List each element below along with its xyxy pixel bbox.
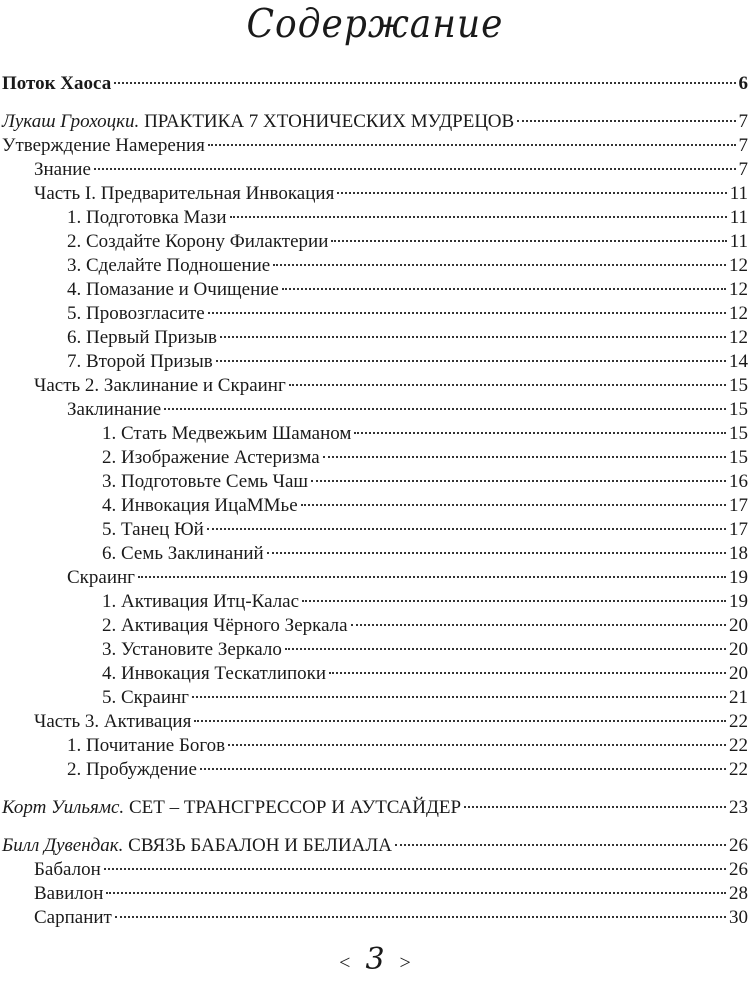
toc-entry[interactable] <box>0 72 748 96</box>
section-spacer <box>0 782 748 796</box>
toc-page-number: 18 <box>729 543 748 564</box>
toc-entry[interactable] <box>0 374 748 398</box>
toc-page-number: 22 <box>729 711 748 732</box>
toc-page-number: 14 <box>729 351 748 372</box>
toc-entry-text: Сарпанит <box>34 907 112 928</box>
toc-page-number: 11 <box>729 207 748 228</box>
toc-page-number: 20 <box>729 663 748 684</box>
toc-entry[interactable] <box>0 110 748 134</box>
toc-entry-text: Заклинание <box>67 399 162 420</box>
toc-page-number: 7 <box>738 111 748 132</box>
toc-page-number: 30 <box>729 907 748 928</box>
toc-entry[interactable] <box>0 638 748 662</box>
toc-entry-text: СЕТ – ТРАНСГРЕССОР И АУТСАЙДЕР <box>128 797 462 818</box>
dot-leader <box>302 600 726 602</box>
dot-leader <box>289 384 726 386</box>
dot-leader <box>114 82 735 84</box>
dot-leader <box>200 768 726 770</box>
toc-entry-text: Знание <box>34 159 91 180</box>
toc-page-number: 15 <box>729 375 748 396</box>
dot-leader <box>192 696 726 698</box>
toc-entry[interactable] <box>0 158 748 182</box>
toc-entry-text: 3. Установите Зеркало <box>102 639 282 660</box>
toc-entry[interactable] <box>0 734 748 758</box>
toc-page-number: 12 <box>729 303 748 324</box>
dot-leader <box>228 744 726 746</box>
toc-entry-text: 3. Подготовьте Семь Чаш <box>102 471 309 492</box>
toc-page-number: 7 <box>738 159 748 180</box>
toc-entry[interactable] <box>0 206 748 230</box>
toc-entry-text: Утверждение Намерения <box>2 135 205 156</box>
toc-page-number: 7 <box>738 135 748 156</box>
toc-page-number: 22 <box>729 735 748 756</box>
toc-entry-text: 4. Помазание и Очищение <box>67 279 279 300</box>
dot-leader <box>354 432 726 434</box>
toc-page-number: 28 <box>729 883 748 904</box>
toc-entry[interactable] <box>0 710 748 734</box>
toc-entry-text: Поток Хаоса <box>2 73 112 94</box>
dot-leader <box>337 192 726 194</box>
dot-leader <box>395 844 726 846</box>
dot-leader <box>208 144 736 146</box>
toc-author: Билл Дувендак. <box>2 835 124 856</box>
toc-entry-text: Часть I. Предварительная Инвокация <box>34 183 335 204</box>
toc-entry-text: 1. Подготовка Мази <box>67 207 227 228</box>
toc-page-number: 23 <box>729 797 748 818</box>
toc-entry[interactable] <box>0 614 748 638</box>
toc-entry[interactable] <box>0 566 748 590</box>
toc-page-number: 17 <box>729 519 748 540</box>
dot-leader <box>323 456 726 458</box>
toc-entry[interactable] <box>0 134 748 158</box>
toc-entry-text: 4. Инвокация ИцаММье <box>102 495 298 516</box>
toc-page-number: 26 <box>729 835 748 856</box>
toc-page-number: 6 <box>738 73 748 94</box>
toc-entry-text: 6. Первый Призыв <box>67 327 217 348</box>
toc-entry[interactable] <box>0 326 748 350</box>
dot-leader <box>285 648 726 650</box>
toc-entry[interactable] <box>0 834 748 858</box>
dot-leader <box>216 360 726 362</box>
toc-page-number: 20 <box>729 615 748 636</box>
toc-entry[interactable] <box>0 590 748 614</box>
toc-entry[interactable] <box>0 182 748 206</box>
toc-entry[interactable] <box>0 398 748 422</box>
toc-entry[interactable] <box>0 494 748 518</box>
toc-entry-text: Скраинг <box>67 567 135 588</box>
toc-page-number: 12 <box>729 255 748 276</box>
toc-page-number: 19 <box>729 567 748 588</box>
toc-entry[interactable] <box>0 758 748 782</box>
toc-page-number: 15 <box>729 447 748 468</box>
toc-entry[interactable] <box>0 230 748 254</box>
section-spacer <box>0 820 748 834</box>
dot-leader <box>115 916 726 918</box>
toc-entry[interactable] <box>0 254 748 278</box>
toc-entry[interactable] <box>0 542 748 566</box>
toc-entry[interactable] <box>0 796 748 820</box>
toc-entry-text: Вавилон <box>34 883 104 904</box>
toc-page-number: 15 <box>729 423 748 444</box>
toc-author: Лукаш Грохоцки. <box>2 111 140 132</box>
toc-entry-text: Часть 2. Заклинание и Скраинг <box>34 375 286 396</box>
dot-leader <box>464 806 726 808</box>
dot-leader <box>94 168 736 170</box>
toc-page-number: 17 <box>729 495 748 516</box>
toc-page-number: 11 <box>729 231 748 252</box>
toc-page-number: 22 <box>729 759 748 780</box>
dot-leader <box>104 868 726 870</box>
dot-leader <box>106 892 726 894</box>
folio-right-ornament: > <box>399 952 411 974</box>
toc-entry-text: 2. Активация Чёрного Зеркала <box>102 615 348 636</box>
section-spacer <box>0 96 748 110</box>
toc-page-number: 19 <box>729 591 748 612</box>
toc-entry[interactable] <box>0 906 748 930</box>
toc-page-number: 12 <box>729 327 748 348</box>
dot-leader <box>267 552 726 554</box>
toc-entry[interactable] <box>0 278 748 302</box>
toc-entry[interactable] <box>0 350 748 374</box>
dot-leader <box>273 264 726 266</box>
toc-entry[interactable] <box>0 422 748 446</box>
toc-entry-text: 6. Семь Заклинаний <box>102 543 264 564</box>
toc-entry-text: 1. Почитание Богов <box>67 735 226 756</box>
toc-entry[interactable] <box>0 302 748 326</box>
folio-left-ornament: < <box>339 952 351 974</box>
page-title: Содержание <box>246 2 504 47</box>
toc-author: Корт Уильямс. <box>2 797 125 818</box>
dot-leader <box>194 720 726 722</box>
toc-entry-text: ПРАКТИКА 7 ХТОНИЧЕСКИХ МУДРЕЦОВ <box>144 111 515 132</box>
toc-entry-text: 3. Сделайте Подношение <box>67 255 271 276</box>
toc-entry-text: 2. Изображение Астеризма <box>102 447 320 468</box>
toc-entry-text: 2. Создайте Корону Филактерии <box>67 231 329 252</box>
dot-leader <box>230 216 727 218</box>
dot-leader <box>207 528 726 530</box>
page-number: 3 <box>365 942 385 977</box>
toc-entry-text: Часть 3. Активация <box>34 711 192 732</box>
toc-entry[interactable] <box>0 662 748 686</box>
dot-leader <box>164 408 726 410</box>
toc-page-number: 20 <box>729 639 748 660</box>
toc-page-number: 16 <box>729 471 748 492</box>
page-folio <box>0 942 750 977</box>
toc-entry-text: 1. Активация Итц-Калас <box>102 591 300 612</box>
dot-leader <box>311 480 726 482</box>
toc-entry-text: 5. Скраинг <box>102 687 189 708</box>
dot-leader <box>282 288 726 290</box>
toc-entry-text: 5. Провозгласите <box>67 303 205 324</box>
dot-leader <box>517 120 735 122</box>
dot-leader <box>351 624 726 626</box>
toc-entry-text: Бабалон <box>34 859 101 880</box>
toc-page-number: 12 <box>729 279 748 300</box>
toc-entry-text: 1. Стать Медвежьим Шаманом <box>102 423 352 444</box>
dot-leader <box>220 336 726 338</box>
toc-entry-text: 4. Инвокация Тескатлипоки <box>102 663 327 684</box>
toc-entry-text: 5. Танец Юй <box>102 519 204 540</box>
dot-leader <box>138 576 726 578</box>
toc-entry-text: 7. Второй Призыв <box>67 351 213 372</box>
toc-entry-text: СВЯЗЬ БАБАЛОН И БЕЛИАЛА <box>128 835 392 856</box>
dot-leader <box>301 504 726 506</box>
toc-entry[interactable] <box>0 858 748 882</box>
dot-leader <box>208 312 726 314</box>
toc-entry[interactable] <box>0 518 748 542</box>
toc-page-number: 21 <box>729 687 748 708</box>
toc-page-number: 15 <box>729 399 748 420</box>
toc-entry[interactable] <box>0 882 748 906</box>
toc-entry-text: 2. Пробуждение <box>67 759 197 780</box>
toc-page-number: 11 <box>729 183 748 204</box>
toc-entry[interactable] <box>0 470 748 494</box>
dot-leader <box>331 240 726 242</box>
dot-leader <box>329 672 726 674</box>
toc-page-number: 26 <box>729 859 748 880</box>
toc-entry[interactable] <box>0 686 748 710</box>
table-of-contents <box>0 72 748 930</box>
toc-entry[interactable] <box>0 446 748 470</box>
